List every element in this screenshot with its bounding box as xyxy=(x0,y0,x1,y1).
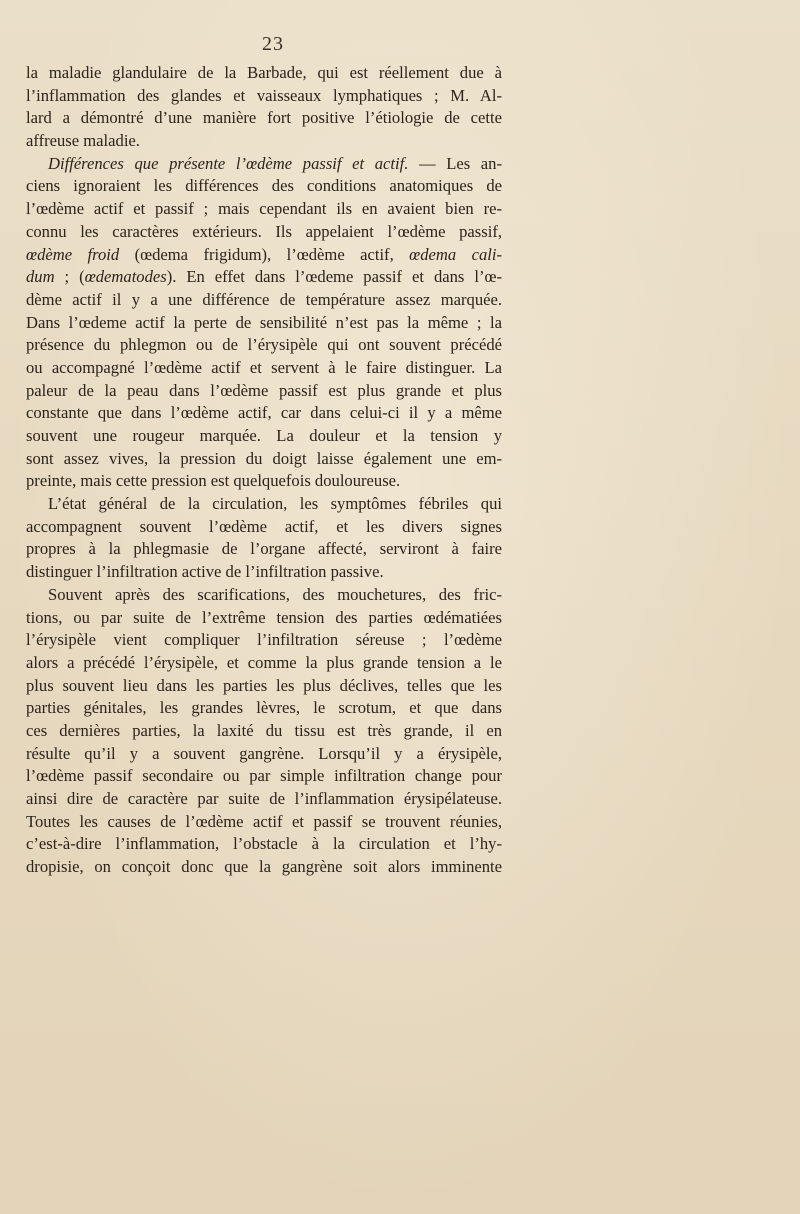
line-text: connu les caractères extérieurs. Ils appelaient l’œdème passif, xyxy=(26,221,502,241)
line-text: ). En effet dans l’œdeme passif et dans l’œ- xyxy=(166,267,503,287)
text-line xyxy=(26,402,502,425)
text-line xyxy=(26,743,502,766)
line-text: plus souvent lieu dans les parties les plus déclives, telles que les xyxy=(26,675,502,695)
line-text: (œdema frigidum), l’œdème actif, xyxy=(119,244,410,264)
italic-text: œdème froid xyxy=(26,244,120,264)
line-text: propres à la phlegmasie de l’organe affecté, serviront à faire xyxy=(26,539,502,559)
text-line xyxy=(26,652,502,675)
text-line xyxy=(26,607,502,630)
text-line xyxy=(26,107,502,130)
line-text: ; ( xyxy=(54,267,85,287)
line-text: c’est-à-dire l’inflammation, l’obstacle à la circulation et l’hy- xyxy=(26,834,502,854)
line-text: l’œdème actif et passif ; mais cependant ils en avaient bien re- xyxy=(26,199,502,219)
text-line xyxy=(26,765,502,788)
text-line xyxy=(26,153,502,176)
text-line xyxy=(26,130,502,153)
line-text: résulte qu’il y a souvent gangrène. Lorsqu’il y a érysipèle, xyxy=(26,743,502,763)
line-text: parties génitales, les grandes lèvres, le scrotum, et que dans xyxy=(26,698,502,718)
line-text: paleur de la peau dans l’œdème passif est plus grande et plus xyxy=(26,380,502,400)
line-text: ainsi dire de caractère par suite de l’inflammation érysipélateuse. xyxy=(26,789,502,808)
text-line xyxy=(26,788,502,811)
body-text xyxy=(26,62,502,879)
text-line xyxy=(26,175,502,198)
line-text: alors a précédé l’érysipèle, et comme la plus grande tension a le xyxy=(26,652,502,672)
text-line xyxy=(26,675,502,698)
line-text: Souvent après des scarifications, des mouchetures, des fric- xyxy=(48,584,502,604)
text-line xyxy=(26,856,502,879)
text-line xyxy=(26,312,502,335)
text-line xyxy=(26,334,502,357)
line-text: l’inflammation des glandes et vaisseaux lymphatiques ; M. Al- xyxy=(26,85,502,105)
line-text: lard a démontré d’une manière fort positive l’étiologie de cette xyxy=(26,108,502,128)
line-text: Toutes les causes de l’œdème actif et passif se trouvent réunies, xyxy=(26,811,502,831)
text-line xyxy=(26,833,502,856)
italic-text: œdema cali- xyxy=(409,244,502,264)
line-text: Dans l’œdeme actif la perte de sensibilité n’est pas la même ; la xyxy=(26,312,502,332)
line-text: preinte, mais cette pression est quelquefois douloureuse. xyxy=(26,471,401,491)
line-text: présence du phlegmon ou de l’érysipèle qui ont souvent précédé xyxy=(26,335,502,355)
line-text: l’œdème passif secondaire ou par simple infiltration change pour xyxy=(26,766,502,786)
text-line xyxy=(26,425,502,448)
line-text: sont assez vives, la pression du doigt laisse également une em- xyxy=(26,448,502,468)
text-line xyxy=(26,516,502,539)
line-text: ou accompagné l’œdème actif et servent à le faire distinguer. La xyxy=(26,357,502,377)
text-line xyxy=(26,244,502,267)
text-line xyxy=(26,720,502,743)
text-line xyxy=(26,811,502,834)
line-text: L’état général de la circulation, les symptômes fébriles qui xyxy=(48,494,502,514)
text-line xyxy=(26,357,502,380)
text-line xyxy=(26,538,502,561)
line-text: constante que dans l’œdème actif, car dans celui-ci il y a même xyxy=(26,403,502,423)
line-text: dème actif il y a une différence de température assez marquée. xyxy=(26,289,502,309)
italic-text: œdematodes xyxy=(84,267,167,287)
line-text: distinguer l’infiltration active de l’infiltration passive. xyxy=(26,562,384,582)
text-line xyxy=(26,584,502,607)
text-line xyxy=(26,198,502,221)
text-line xyxy=(26,85,502,108)
text-line xyxy=(26,561,502,584)
text-line xyxy=(26,380,502,403)
line-text: tions, ou par suite de l’extrême tension des parties œdématiées xyxy=(26,607,502,627)
text-line xyxy=(26,62,502,85)
line-text: souvent une rougeur marquée. La douleur et la tension y xyxy=(26,426,502,445)
line-text: ciens ignoraient les différences des conditions anatomiques de xyxy=(26,176,502,196)
text-line xyxy=(26,697,502,720)
line-text: accompagnent souvent l’œdème actif, et les divers signes xyxy=(26,516,502,536)
text-line xyxy=(26,448,502,471)
text-line xyxy=(26,493,502,516)
line-text: affreuse maladie. xyxy=(26,131,140,151)
text-line xyxy=(26,221,502,244)
text-line xyxy=(26,289,502,312)
italic-text: Différences que présente l’œdème passif et actif. xyxy=(48,153,409,173)
line-text: la maladie glandulaire de la Barbade, qui est réellement due à xyxy=(26,63,502,82)
text-line xyxy=(26,629,502,652)
line-text: dropisie, on conçoit donc que la gangrène soit alors imminente xyxy=(26,857,502,877)
italic-text: dum xyxy=(26,267,55,287)
line-text: ces dernières parties, la laxité du tissu est très grande, il en xyxy=(26,720,502,740)
line-text: l’érysipèle vient compliquer l’infiltration séreuse ; l’œdème xyxy=(26,630,502,650)
text-line xyxy=(26,470,502,493)
text-line xyxy=(26,266,502,289)
page-number: 23 xyxy=(262,33,284,55)
line-text: — Les an- xyxy=(408,153,502,173)
